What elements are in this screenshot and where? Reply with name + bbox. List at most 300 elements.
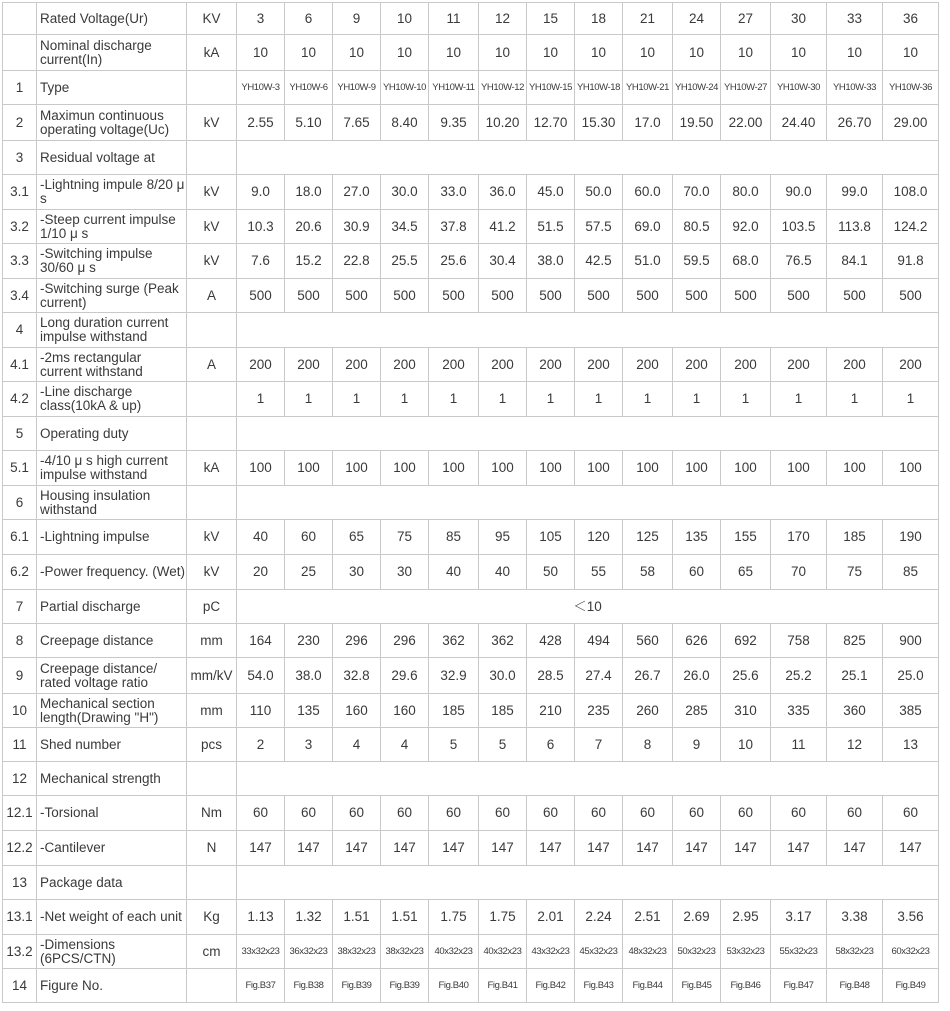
table-row	[3, 244, 939, 279]
value-cell: 30.9	[333, 210, 381, 244]
value-cell: 45.0	[527, 175, 575, 210]
value-cell: 30	[333, 555, 381, 590]
unit-cell	[187, 382, 237, 417]
parameter-name: Mechanical section length(Drawing "H")	[37, 694, 187, 728]
value-cell: 9.35	[429, 105, 479, 141]
value-cell: Fig.B40	[429, 969, 479, 1003]
value-cell: 22.8	[333, 244, 381, 279]
value-cell: 360	[827, 694, 883, 728]
value-cell: 2.01	[527, 900, 575, 935]
value-cell: 103.5	[771, 210, 827, 244]
value-cell: 76.5	[771, 244, 827, 279]
parameter-name: Maximun continuous operating voltage(Uc)	[37, 105, 187, 141]
value-cell: 58	[623, 555, 673, 590]
unit-cell	[187, 71, 237, 105]
table-row	[3, 969, 939, 1003]
value-cell: 60	[883, 796, 939, 831]
value-cell: YH10W-15	[527, 71, 575, 105]
value-cell: 3	[237, 3, 285, 35]
value-cell: 2.24	[575, 900, 623, 935]
table-row	[3, 555, 939, 590]
table-row	[3, 105, 939, 141]
value-cell: 85	[429, 520, 479, 555]
value-cell: 147	[721, 831, 771, 866]
value-cell: 1	[333, 382, 381, 417]
value-cell: 1	[527, 382, 575, 417]
value-cell: 10.20	[479, 105, 527, 141]
parameter-name: -Steep current impulse 1/10 μ s	[37, 210, 187, 244]
value-cell: 135	[285, 694, 333, 728]
parameter-name: -4/10 μ s high current impulse withstand	[37, 451, 187, 486]
value-cell: 29.00	[883, 105, 939, 141]
value-cell: 110	[237, 694, 285, 728]
value-cell: 385	[883, 694, 939, 728]
value-cell: 1.32	[285, 900, 333, 935]
value-cell: YH10W-24	[673, 71, 721, 105]
value-cell: 54.0	[237, 658, 285, 694]
row-number: 13	[3, 866, 37, 900]
table-row	[3, 35, 939, 71]
value-cell: 296	[381, 624, 429, 658]
value-cell: 1	[883, 382, 939, 417]
value-cell: 10	[575, 35, 623, 71]
value-cell: 10	[721, 35, 771, 71]
value-cell: 27	[721, 3, 771, 35]
value-cell: 60	[827, 796, 883, 831]
unit-cell	[187, 141, 237, 175]
value-cell: 3	[285, 728, 333, 762]
unit-cell: N	[187, 831, 237, 866]
value-cell: 38x32x23	[333, 935, 381, 969]
parameter-name: Figure No.	[37, 969, 187, 1003]
value-cell: YH10W-3	[237, 71, 285, 105]
value-cell: 200	[285, 348, 333, 382]
value-cell: 1	[673, 382, 721, 417]
value-cell: 30.0	[479, 658, 527, 694]
table-row	[3, 486, 939, 520]
value-cell: 200	[575, 348, 623, 382]
value-cell: 24.40	[771, 105, 827, 141]
value-cell: 80.5	[673, 210, 721, 244]
value-cell: 12.70	[527, 105, 575, 141]
value-cell: 125	[623, 520, 673, 555]
table-row	[3, 694, 939, 728]
value-cell: 200	[623, 348, 673, 382]
value-cell: 170	[771, 520, 827, 555]
value-cell: 32.9	[429, 658, 479, 694]
row-number: 3	[3, 141, 37, 175]
row-number: 13.2	[3, 935, 37, 969]
value-cell: 100	[479, 451, 527, 486]
value-cell: YH10W-18	[575, 71, 623, 105]
value-cell: 9	[333, 3, 381, 35]
value-cell: 200	[381, 348, 429, 382]
value-cell: 34.5	[381, 210, 429, 244]
parameter-name: -Line discharge class(10kA & up)	[37, 382, 187, 417]
row-number: 8	[3, 624, 37, 658]
value-cell: 200	[771, 348, 827, 382]
value-cell: 185	[479, 694, 527, 728]
value-cell: YH10W-6	[285, 71, 333, 105]
value-cell: 20.6	[285, 210, 333, 244]
unit-cell: Kg	[187, 900, 237, 935]
value-cell: 99.0	[827, 175, 883, 210]
value-cell: 25.0	[883, 658, 939, 694]
value-cell: YH10W-33	[827, 71, 883, 105]
value-cell: 48x32x23	[623, 935, 673, 969]
value-cell: 10	[721, 728, 771, 762]
value-cell: 95	[479, 520, 527, 555]
value-cell: 825	[827, 624, 883, 658]
row-number: 12.2	[3, 831, 37, 866]
value-cell: 55	[575, 555, 623, 590]
spec-table-body	[3, 3, 939, 1003]
value-cell: 5	[479, 728, 527, 762]
value-cell: 10	[381, 3, 429, 35]
value-cell: 10	[827, 35, 883, 71]
value-cell: 25.2	[771, 658, 827, 694]
value-cell: 51.0	[623, 244, 673, 279]
value-cell: 500	[333, 279, 381, 313]
value-cell: Fig.B42	[527, 969, 575, 1003]
value-cell: 37.8	[429, 210, 479, 244]
row-number: 13.1	[3, 900, 37, 935]
row-number: 5	[3, 417, 37, 451]
table-row	[3, 141, 939, 175]
value-cell: 500	[429, 279, 479, 313]
value-cell: 10	[771, 35, 827, 71]
unit-cell: kA	[187, 35, 237, 71]
value-cell: 6	[527, 728, 575, 762]
value-cell: 12	[479, 3, 527, 35]
value-cell: 7.6	[237, 244, 285, 279]
value-cell: 75	[381, 520, 429, 555]
value-cell: 100	[527, 451, 575, 486]
value-cell: 68.0	[721, 244, 771, 279]
value-cell: 24	[673, 3, 721, 35]
value-cell: 17.0	[623, 105, 673, 141]
value-cell: 113.8	[827, 210, 883, 244]
row-number	[3, 3, 37, 35]
value-cell: 500	[381, 279, 429, 313]
value-cell: 1	[721, 382, 771, 417]
unit-cell: kV	[187, 520, 237, 555]
value-cell: YH10W-30	[771, 71, 827, 105]
parameter-name: Housing insulation withstand	[37, 486, 187, 520]
value-cell: 9	[673, 728, 721, 762]
value-cell: 147	[673, 831, 721, 866]
value-cell: 500	[285, 279, 333, 313]
value-cell: 51.5	[527, 210, 575, 244]
value-cell: 59.5	[673, 244, 721, 279]
value-cell: 25.6	[429, 244, 479, 279]
row-number: 5.1	[3, 451, 37, 486]
value-cell: 1	[623, 382, 673, 417]
value-cell: 200	[827, 348, 883, 382]
value-cell: 60.0	[623, 175, 673, 210]
row-number: 3.1	[3, 175, 37, 210]
value-cell: 15.2	[285, 244, 333, 279]
row-number: 1	[3, 71, 37, 105]
value-cell: 500	[623, 279, 673, 313]
value-cell: 36x32x23	[285, 935, 333, 969]
value-cell: 70	[771, 555, 827, 590]
row-number: 11	[3, 728, 37, 762]
unit-cell: cm	[187, 935, 237, 969]
unit-cell: Nm	[187, 796, 237, 831]
value-cell: 60	[721, 796, 771, 831]
table-row	[3, 279, 939, 313]
table-row	[3, 728, 939, 762]
table-row	[3, 658, 939, 694]
value-cell: Fig.B47	[771, 969, 827, 1003]
value-cell: 55x32x23	[771, 935, 827, 969]
table-row	[3, 175, 939, 210]
value-cell: YH10W-11	[429, 71, 479, 105]
value-cell: 57.5	[575, 210, 623, 244]
value-cell: 75	[827, 555, 883, 590]
value-cell: 50x32x23	[673, 935, 721, 969]
value-cell: 147	[883, 831, 939, 866]
value-cell: 428	[527, 624, 575, 658]
value-cell: 147	[827, 831, 883, 866]
value-cell: 494	[575, 624, 623, 658]
value-cell: 235	[575, 694, 623, 728]
value-cell: 3.56	[883, 900, 939, 935]
value-cell: 105	[527, 520, 575, 555]
value-cell: 10.3	[237, 210, 285, 244]
value-cell: YH10W-9	[333, 71, 381, 105]
row-number: 3.3	[3, 244, 37, 279]
value-cell: 1	[237, 382, 285, 417]
value-cell: 27.0	[333, 175, 381, 210]
unit-cell: pcs	[187, 728, 237, 762]
value-cell: 80.0	[721, 175, 771, 210]
value-cell: 1	[827, 382, 883, 417]
value-cell: 200	[333, 348, 381, 382]
row-number: 3.2	[3, 210, 37, 244]
parameter-name: -Power frequency. (Wet)	[37, 555, 187, 590]
value-cell: 50	[527, 555, 575, 590]
value-cell: 18.0	[285, 175, 333, 210]
value-cell: 65	[721, 555, 771, 590]
value-cell: 335	[771, 694, 827, 728]
value-cell: 1.51	[381, 900, 429, 935]
row-number: 6	[3, 486, 37, 520]
unit-cell	[187, 486, 237, 520]
value-cell: 210	[527, 694, 575, 728]
value-cell: 147	[381, 831, 429, 866]
value-cell: 60	[285, 520, 333, 555]
unit-cell: pC	[187, 590, 237, 624]
value-cell: 500	[771, 279, 827, 313]
value-cell: 3.38	[827, 900, 883, 935]
parameter-name: -Torsional	[37, 796, 187, 831]
value-cell: 147	[527, 831, 575, 866]
parameter-name: Mechanical strength	[37, 762, 187, 796]
value-cell: 147	[429, 831, 479, 866]
parameter-name: -Net weight of each unit	[37, 900, 187, 935]
row-number: 4	[3, 313, 37, 348]
row-number: 6.1	[3, 520, 37, 555]
value-cell: 500	[673, 279, 721, 313]
value-cell: 45x32x23	[575, 935, 623, 969]
value-cell: 60	[623, 796, 673, 831]
value-cell: 60	[381, 796, 429, 831]
empty-value-cell	[237, 313, 939, 348]
value-cell: 560	[623, 624, 673, 658]
table-row	[3, 382, 939, 417]
value-cell: 27.4	[575, 658, 623, 694]
table-row	[3, 348, 939, 382]
parameter-name: -Switching surge (Peak current)	[37, 279, 187, 313]
value-cell: Fig.B49	[883, 969, 939, 1003]
value-cell: 8.40	[381, 105, 429, 141]
value-cell: 100	[673, 451, 721, 486]
value-cell: 60	[429, 796, 479, 831]
value-cell: 108.0	[883, 175, 939, 210]
value-cell: 147	[285, 831, 333, 866]
value-cell: 285	[673, 694, 721, 728]
value-cell: 147	[771, 831, 827, 866]
value-cell: 40x32x23	[479, 935, 527, 969]
value-cell: 7.65	[333, 105, 381, 141]
value-cell: 10	[237, 35, 285, 71]
row-number: 7	[3, 590, 37, 624]
value-cell: 160	[381, 694, 429, 728]
value-cell: 147	[479, 831, 527, 866]
value-cell: 70.0	[673, 175, 721, 210]
parameter-name: Residual voltage at	[37, 141, 187, 175]
value-cell: 25	[285, 555, 333, 590]
empty-value-cell	[237, 141, 939, 175]
value-cell: 38.0	[285, 658, 333, 694]
value-cell: 230	[285, 624, 333, 658]
value-cell: 60	[575, 796, 623, 831]
value-cell: 10	[883, 35, 939, 71]
value-cell: 20	[237, 555, 285, 590]
value-cell: 30	[381, 555, 429, 590]
value-cell: 200	[237, 348, 285, 382]
value-cell: 60	[771, 796, 827, 831]
value-cell: Fig.B38	[285, 969, 333, 1003]
value-cell: 147	[623, 831, 673, 866]
value-cell: 8	[623, 728, 673, 762]
value-cell: 40	[237, 520, 285, 555]
value-cell: 26.0	[673, 658, 721, 694]
value-cell: 147	[237, 831, 285, 866]
value-cell: 26.7	[623, 658, 673, 694]
value-cell: 33	[827, 3, 883, 35]
value-cell: 2.95	[721, 900, 771, 935]
value-cell: 135	[673, 520, 721, 555]
value-cell: 1	[429, 382, 479, 417]
value-cell: 100	[429, 451, 479, 486]
value-cell: 120	[575, 520, 623, 555]
row-number: 14	[3, 969, 37, 1003]
value-cell: 60	[285, 796, 333, 831]
empty-value-cell	[237, 417, 939, 451]
value-cell: 500	[827, 279, 883, 313]
value-cell: Fig.B45	[673, 969, 721, 1003]
merged-value-cell: ＜10	[237, 590, 939, 624]
unit-cell: kV	[187, 555, 237, 590]
value-cell: 33x32x23	[237, 935, 285, 969]
table-row	[3, 900, 939, 935]
value-cell: 124.2	[883, 210, 939, 244]
value-cell: 1.75	[479, 900, 527, 935]
value-cell: 200	[527, 348, 575, 382]
value-cell: 85	[883, 555, 939, 590]
value-cell: 5	[429, 728, 479, 762]
value-cell: 200	[673, 348, 721, 382]
arrester-spec-table	[2, 2, 939, 1003]
value-cell: 362	[479, 624, 527, 658]
value-cell: 296	[333, 624, 381, 658]
value-cell: 60	[237, 796, 285, 831]
value-cell: 362	[429, 624, 479, 658]
value-cell: 164	[237, 624, 285, 658]
value-cell: 90.0	[771, 175, 827, 210]
table-row	[3, 313, 939, 348]
value-cell: 185	[429, 694, 479, 728]
value-cell: YH10W-21	[623, 71, 673, 105]
value-cell: 91.8	[883, 244, 939, 279]
empty-value-cell	[237, 486, 939, 520]
value-cell: 40	[479, 555, 527, 590]
value-cell: 25.5	[381, 244, 429, 279]
row-number: 12.1	[3, 796, 37, 831]
unit-cell: kA	[187, 451, 237, 486]
table-row	[3, 935, 939, 969]
unit-cell: KV	[187, 3, 237, 35]
value-cell: 500	[883, 279, 939, 313]
value-cell: 60	[527, 796, 575, 831]
value-cell: YH10W-12	[479, 71, 527, 105]
row-number: 9	[3, 658, 37, 694]
row-number: 2	[3, 105, 37, 141]
value-cell: 1	[771, 382, 827, 417]
table-row	[3, 624, 939, 658]
unit-cell: mm	[187, 694, 237, 728]
unit-cell: kV	[187, 210, 237, 244]
row-number: 4.2	[3, 382, 37, 417]
value-cell: 500	[237, 279, 285, 313]
table-row	[3, 796, 939, 831]
value-cell: 60	[333, 796, 381, 831]
value-cell: 3.17	[771, 900, 827, 935]
value-cell: 29.6	[381, 658, 429, 694]
value-cell: 9.0	[237, 175, 285, 210]
value-cell: 69.0	[623, 210, 673, 244]
value-cell: 6	[285, 3, 333, 35]
value-cell: 42.5	[575, 244, 623, 279]
value-cell: 33.0	[429, 175, 479, 210]
value-cell: 65	[333, 520, 381, 555]
table-row	[3, 590, 939, 624]
value-cell: 100	[771, 451, 827, 486]
unit-cell: mm	[187, 624, 237, 658]
parameter-name: Type	[37, 71, 187, 105]
parameter-name: -Lightning impule 8/20 μ s	[37, 175, 187, 210]
value-cell: 147	[333, 831, 381, 866]
value-cell: 11	[771, 728, 827, 762]
value-cell: 21	[623, 3, 673, 35]
value-cell: Fig.B43	[575, 969, 623, 1003]
table-row	[3, 3, 939, 35]
value-cell: 147	[575, 831, 623, 866]
value-cell: Fig.B41	[479, 969, 527, 1003]
